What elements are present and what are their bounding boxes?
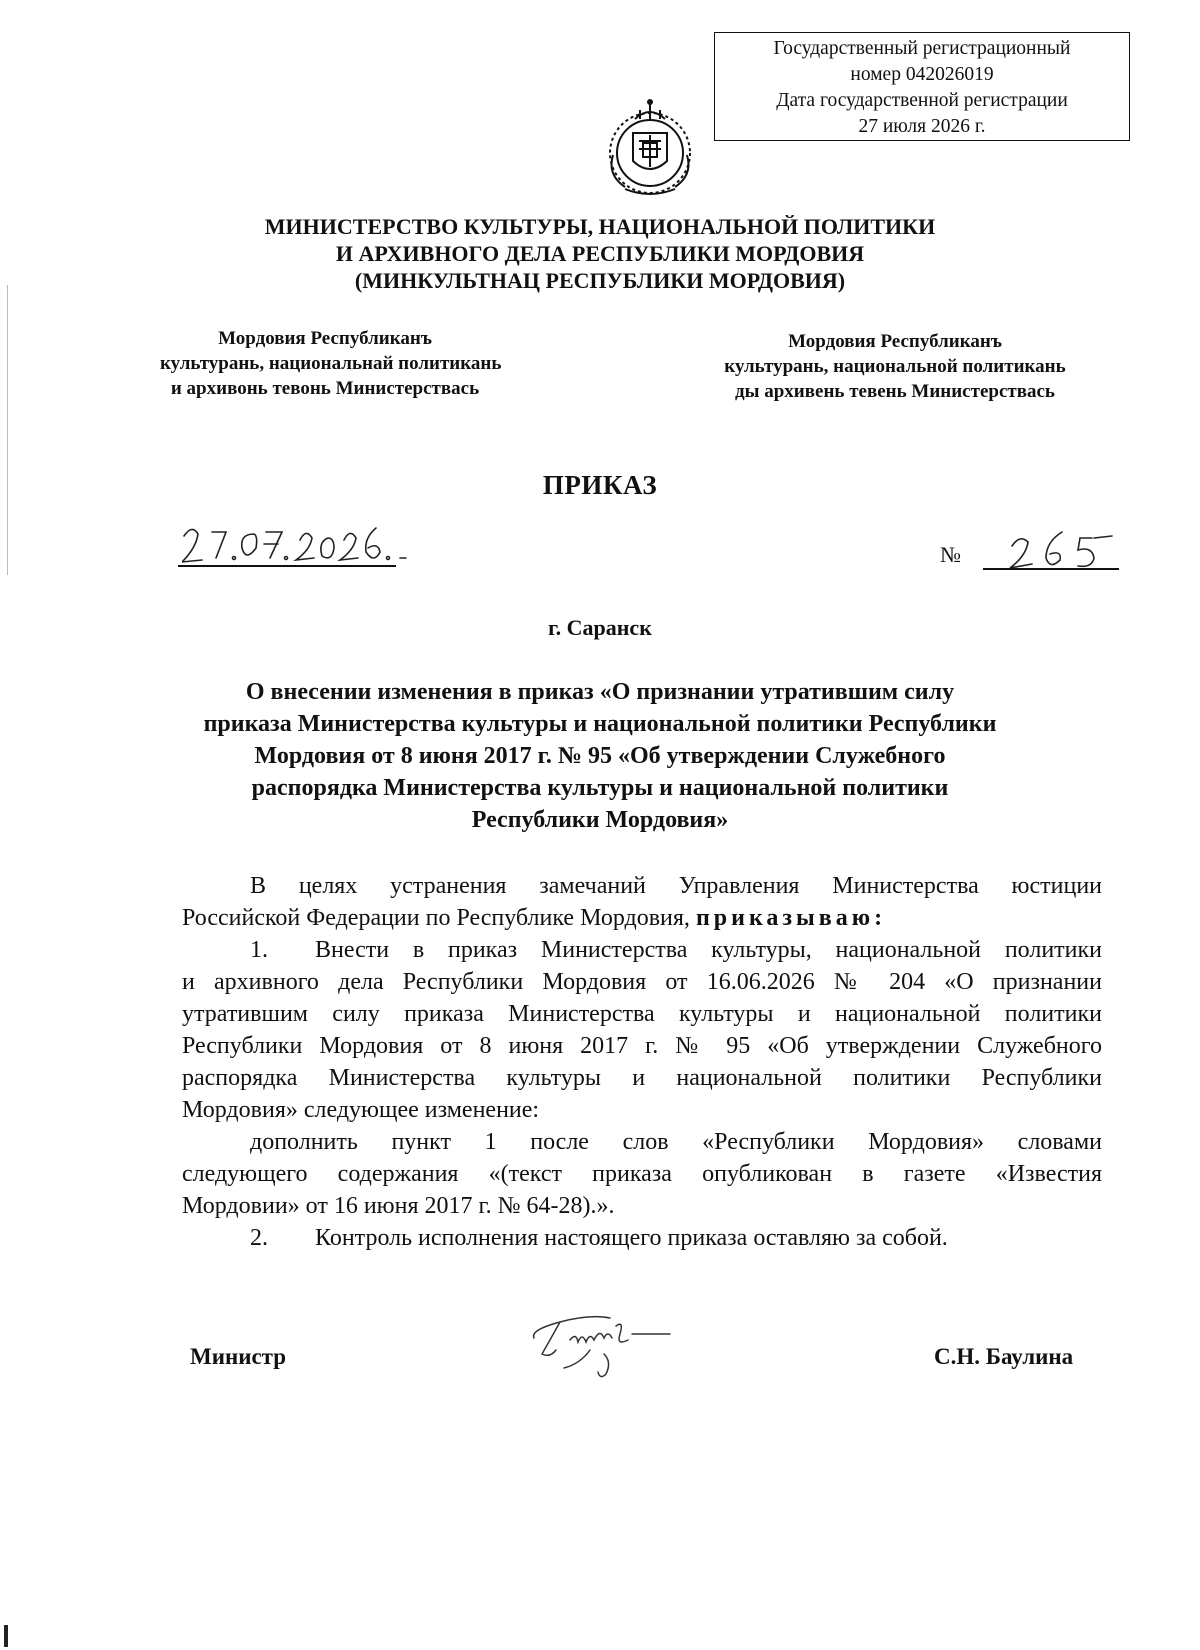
item-1-line-5: распорядка Министерства культуры и национальной политики Республики [182,1065,1102,1091]
number-underline [983,568,1119,570]
coat-of-arms-emblem [595,95,705,200]
ministry-name-line-1: МИНИСТЕРСТВО КУЛЬТУРЫ, НАЦИОНАЛЬНОЙ ПОЛИТИКИ [264,214,936,239]
item-1-line-6: Мордовия» следующее изменение: [182,1097,540,1123]
scan-edge-mark [4,1625,8,1647]
amendment-line-1: дополнить пункт 1 после слов «Республики Мордовия» словами [250,1129,1102,1155]
registration-line-3: Дата государственной регистрации [776,90,1068,111]
erzya-line-1: Мордовия Республиканъ [788,331,1002,352]
ministry-name-line-2: И АРХИВНОГО ДЕЛА РЕСПУБЛИКИ МОРДОВИЯ [335,241,865,266]
order-body [182,870,1102,1254]
heading-line-2: приказа Министерства культуры и национальной политики Республики [203,711,997,737]
item-1-text-1: Внести в приказ Министерства культуры, национальной политики [315,937,1102,963]
registration-number: номер 042026019 [850,64,994,85]
item-1-line-2: и архивного дела Республики Мордовия от 16.06.2026 № 204 «О признании [182,969,1102,995]
heading-line-4: распорядка Министерства культуры и национальной политики [251,775,949,801]
item-2-number: 2. [250,1225,268,1251]
preamble-line-1: В целях устранения замечаний Управления Министерства юстиции [250,873,1102,899]
registration-date: 27 июля 2026 г. [858,116,986,137]
registration-line-1: Государственный регистрационный [773,38,1071,59]
amendment-line-2: следующего содержания «(текст приказа опубликован в газете «Известия [182,1161,1102,1187]
preamble-text: Российской Федерации по Республике Мордовия, [182,905,690,931]
date-underline [178,565,396,567]
item-2-text: Контроль исполнения настоящего приказа оставляю за собой. [315,1225,948,1251]
moksha-line-2: культурань, национальнай политикань [160,353,502,374]
registration-box [714,32,1130,141]
item-1-line-1 [182,934,1102,966]
scan-edge-line [7,285,8,575]
heading-line-5: Республики Мордовия» [471,807,729,833]
ministry-name-erzya [665,329,1125,404]
erzya-line-2: культурань, национальной политикань [724,356,1066,377]
document-type-title: ПРИКАЗ [542,470,658,500]
city-name: г. Саранск [548,615,652,640]
order-command-word: приказываю: [695,905,887,931]
amendment-line-3: Мордовии» от 16 июня 2017 г. № 64-28).». [182,1193,615,1219]
item-2-line-1 [182,1222,1102,1254]
handwritten-number [1008,530,1118,572]
item-1-line-3: утратившим силу приказа Министерства культуры и национальной политики [182,1001,1102,1027]
preamble-line-2 [182,902,1102,934]
heading-line-1: О внесении изменения в приказ «О признании утратившим силу [245,679,955,705]
ministry-header [100,213,1100,294]
signatory-title: Министр [190,1344,287,1369]
moksha-line-1: Мордовия Республиканъ [218,328,432,349]
document-number-label: № [940,542,961,567]
handwritten-date [182,518,422,568]
order-subject-heading [150,676,1050,836]
erzya-line-3: ды архивень тевень Министерствась [735,381,1055,402]
item-1-number: 1. [250,937,268,963]
signatory-name: С.Н. Баулина [934,1344,1074,1369]
moksha-line-3: и архивонь тевонь Министерствась [170,378,480,399]
ministry-abbreviation: (МИНКУЛЬТНАЦ РЕСПУБЛИКИ МОРДОВИЯ) [354,268,846,293]
handwritten-signature [520,1310,710,1400]
ministry-name-moksha [160,326,502,401]
heading-line-3: Мордовия от 8 июня 2017 г. № 95 «Об утверждении Служебного [254,743,946,769]
item-1-line-4: Республики Мордовия от 8 июня 2017 г. № 95 «Об утверждении Служебного [182,1033,1102,1059]
